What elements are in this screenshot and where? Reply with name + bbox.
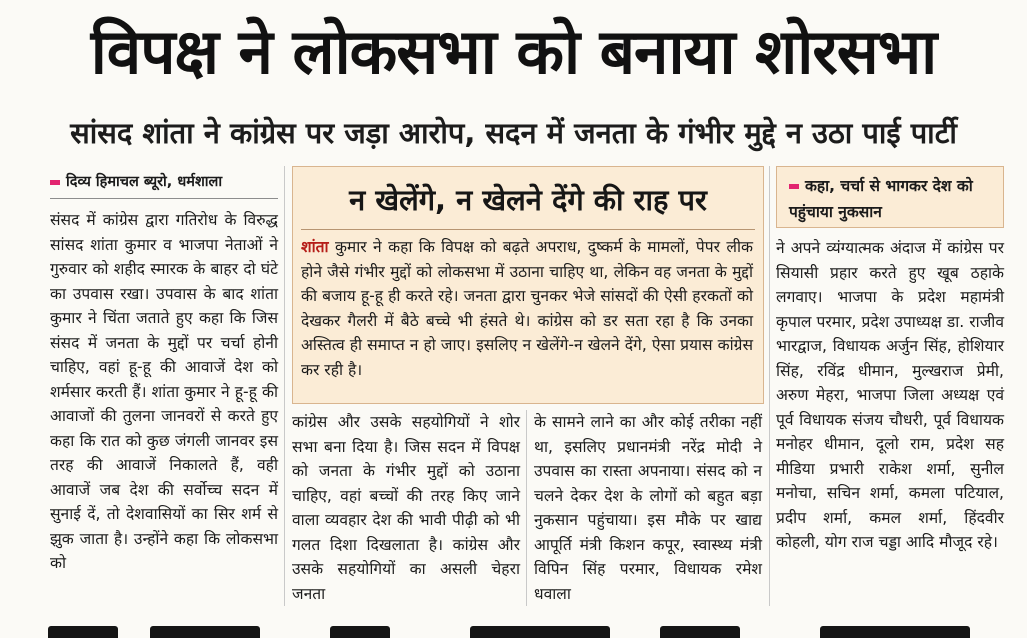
sidebar-heading-text: कहा, चर्चा से भागकर देश को पहुंचाया नुकसान	[789, 177, 973, 221]
column-left-text: संसद में कांग्रेस द्वारा गतिरोध के विरुद्ध सांसद शांता कुमार व भाजपा नेताओं ने गुरुवार को शहीद स्मारक के बाहर दो घंटे का उपवास रखा। उपवास के बाद शांता कुमार ने चिंता जताते हुए कहा कि जिस संसद में जनता के मुद्दों पर चर्चा होनी चाहिए, वहां हू-हू की आवाजें देश को शर्मसार करती हैं। शांता कुमार ने हू-हू की आवाजों की तुलना जानवरों से करते हुए कहा कि रात को कुछ जंगली जानवर इस तरह की आवाजें निकालते हैं, वही आवाजें जब देश की सर्वोच्च सदन में सुनाई दें, तो देशवासियों का सिर शर्म से झुक जाता है। उन्होंने कहा कि लोकसभा को	[50, 211, 278, 572]
column-middle-1-text: कांग्रेस और उसके सहयोगियों ने शोर सभा बना दिया है। जिस सदन में विपक्ष को जनता के गंभीर मुद्दों को उठाना चाहिए, वहां बच्चों की तरह किए जाने वाला व्यवहार देश की भावी पीढ़ी को भी गलत दिशा दिखलाता है। कांग्रेस और उसके सहयोगियों का असली चेहरा जनता	[292, 413, 520, 603]
box-text: कुमार ने कहा कि विपक्ष को बढ़ते अपराध, दुष्कर्म के मामलों, पेपर लीक होने जैसे गंभीर मुद्दों को लोकसभा में उठाना चाहिए था, लेकिन वह जनता के मुद्दों की बजाय हू-हू ही करते रहे। जनता द्वारा चुनकर भेजे सांसदों की ऐसी हरकतों को देखकर गैलरी में बैठे बच्चे भी हंसते थे। कांग्रेस को डर सता रहा है कि उनका अस्तित्व ही समाप्त न हो जाए। इसलिए न खेलेंगे-न खेलने देंगे, ऐसा प्रयास कांग्रेस कर रही है।	[301, 238, 753, 379]
column-right-text: ने अपने व्यंग्यात्मक अंदाज में कांग्रेस पर सियासी प्रहार करते हुए खूब ठहाके लगवाए। भाजपा के प्रदेश महामंत्री कृपाल परमार, प्रदेश उपाध्यक्ष डा. राजीव भारद्वाज, विधायक अर्जुन सिंह, होशियार सिंह, रविंद्र धीमान, मुल्खराज प्रेमी, अरुण मेहरा, भाजपा जिला अध्यक्ष एवं पूर्व विधायक संजय चौधरी, पूर्व विधायक मनोहर धीमान, दूलो राम, प्रदेश सह मीडिया प्रभारी राकेश शर्मा, सुनील मनोचा, सचिन शर्मा, कमला पटियाल, प्रदीप शर्मा, कमल शर्मा, हिंदवीर कोहली, योग राज चड्डा आदि मौजूद रहे।	[776, 239, 1004, 551]
byline-text: दिव्य हिमाचल ब्यूरो, धर्मशाला	[66, 174, 223, 190]
highlight-box	[292, 166, 764, 404]
headline: विपक्ष ने लोकसभा को बनाया शोरसभा	[90, 15, 937, 88]
box-lead-word: शांता	[301, 238, 329, 256]
bullet-icon	[789, 184, 799, 189]
box-title: न खेलेंगे, न खेलने देंगे की राह पर	[349, 183, 707, 217]
column-divider	[284, 166, 285, 606]
sidebar-heading	[776, 166, 1004, 228]
column-right	[776, 236, 1004, 555]
column-left	[50, 208, 278, 576]
byline	[50, 170, 280, 194]
column-divider	[526, 410, 527, 606]
column-middle-1	[292, 410, 520, 606]
box-body	[301, 235, 753, 382]
column-middle-2-text: के सामने लाने का और कोई तरीका नहीं था, इसलिए प्रधानमंत्री नरेंद्र मोदी ने उपवास का रास्ता अपनाया। संसद को न चलने देकर देश के लोगों को बहुत बड़ा नुकसान पहुंचाया। इस मौके पर खाद्य आपूर्ति मंत्री किशन कपूर, स्वास्थ्य मंत्री विपिन सिंह परमार, विधायक रमेश धवाला	[534, 413, 762, 603]
column-divider	[769, 166, 770, 606]
box-title-rule	[301, 229, 755, 230]
subheadline: सांसद शांता ने कांग्रेस पर जड़ा आरोप, सदन में जनता के गंभीर मुद्दे न उठा पाई पार्टी	[70, 116, 957, 150]
column-middle-2	[534, 410, 762, 606]
byline-rule	[50, 198, 278, 199]
bullet-icon	[50, 180, 60, 185]
next-headline-fragment	[0, 612, 1027, 638]
